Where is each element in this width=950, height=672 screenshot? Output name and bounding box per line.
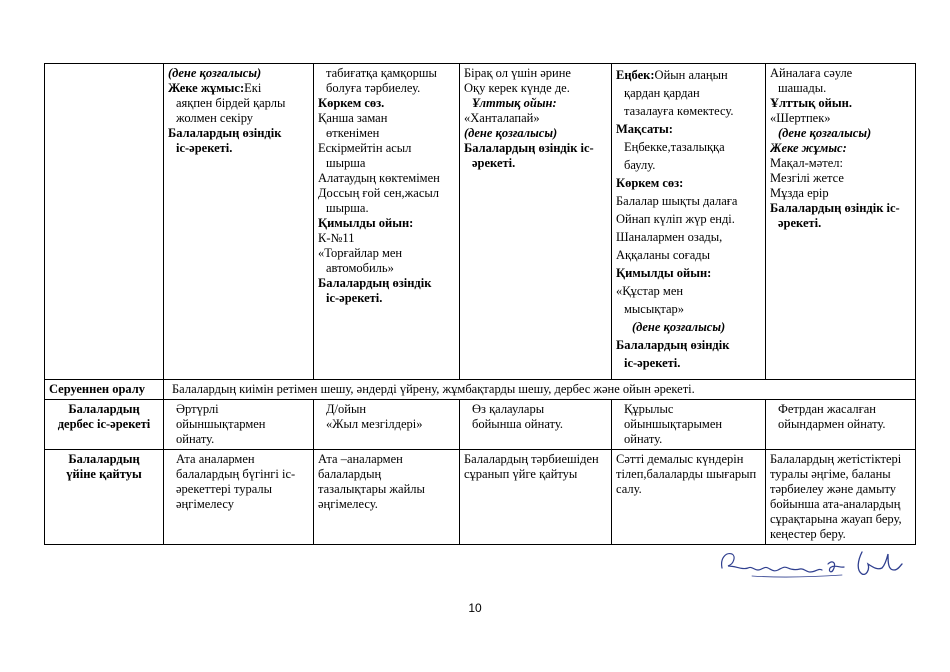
cell-line [318,291,455,306]
cell-line [770,111,911,126]
table-row [45,64,916,380]
cell-line-text: Көркем сөз: [616,176,684,190]
merged-text: Балалардың киімін ретімен шешу, әндерді үйрену, жұмбақтарды шешу, дербес және ойын әрекеті. [172,382,695,396]
cell-line [168,66,309,81]
cell-line [770,171,911,186]
table-row [45,400,916,450]
cell-line-text: Алатаудың көктемімен [318,171,440,185]
cell-line: әңгімелесу. [318,497,378,511]
cell-line: сұрақтарына жауап беру, [770,512,902,526]
cell-line-text: Ұлттық ойын: [472,96,557,110]
cell-line [318,141,455,156]
cell-line-text: Мұзда ерір [770,186,829,200]
cell-line-text: Жеке жұмыс: [770,141,847,155]
cell-line: тазалықтары жайлы [318,482,425,496]
cell-line [616,102,761,120]
cell-thu [612,64,766,380]
cell-line [318,201,455,216]
cell-tue [314,450,460,545]
merged-cell [164,380,916,400]
cell-line-text: (дене қозғалысы) [632,320,726,334]
cell-line-text: К-№11 [318,231,355,245]
cell-line [616,174,761,192]
cell-line-text: «Шертпек» [770,111,831,125]
cell-line-text: тазалауға көмектесу. [624,104,734,118]
cell-line [318,261,455,276]
cell-line [318,66,455,81]
cell-line-text: «Торғайлар мен [318,246,403,260]
cell-line [318,111,455,126]
cell-line: ойыншықтарымен [624,417,723,431]
table-row [45,450,916,545]
cell-line-text: Ойнап күліп жүр енді. [616,212,735,226]
cell-line: Сәтті демалыс күндерін [616,452,744,466]
cell-line [464,156,607,171]
signature [712,540,912,590]
cell-line [616,228,761,246]
cell-line-text: табиғатқа қамқоршы [326,66,437,80]
cell-line [318,186,455,201]
cell-line: тәрбиелеу және дамыту [770,482,897,496]
cell-line [168,96,309,111]
cell-line-text: Қанша заман [318,111,388,125]
row-label: Серуеннен оралу [45,380,164,400]
cell-line-text: іс-әрекеті. [624,356,681,370]
cell-line-text: Балалардың өзіндік іс- [464,141,594,155]
cell-line-text: Балалардың өзіндік іс- [770,201,900,215]
cell-line: сұранып үйге қайтуы [464,467,578,481]
cell-line: Өз қалаулары [472,402,545,416]
cell-line: Ата аналармен [176,452,255,466]
cell-line [616,336,761,354]
cell-line-text: Еңбекке,тазалыққа [624,140,725,154]
cell-line [318,171,455,186]
cell-line [464,141,607,156]
cell-line: Балалардың тәрбиешіден [464,452,599,466]
cell-line: ойыншықтармен [176,417,266,431]
cell-line [318,216,455,231]
cell-line [616,120,761,138]
cell-thu [612,400,766,450]
cell-line-text: Бірақ ол үшін әрине [464,66,571,80]
cell-line-text: (дене қозғалысы) [168,66,262,80]
cell-line [770,201,911,216]
cell-line [616,300,761,318]
cell-line: балалардың бүгінгі іс- [176,467,296,481]
cell-line [168,126,309,141]
cell-line-text: Балалардың өзіндік [168,126,282,140]
cell-line-text: Балалардың өзіндік [318,276,432,290]
cell-line-text: баулу. [624,158,656,172]
cell-line [616,246,761,264]
cell-line [168,81,309,96]
cell-line-text: жолмен секіру [176,111,254,125]
cell-line: «Жыл мезгілдері» [326,417,423,431]
cell-line [616,84,761,102]
cell-line-text: Балалар шықты далаға [616,194,738,208]
cell-wed [460,64,612,380]
page-number: 10 [468,601,482,615]
cell-line: туралы әңгіме, баланы [770,467,891,481]
row-label [45,450,164,545]
cell-line: дербес іс-әрекеті [57,417,151,431]
cell-line [770,81,911,96]
cell-mon [164,400,314,450]
cell-line [318,231,455,246]
cell-line-text: Шаналармен озады, [616,230,723,244]
cell-line-text: шырша. [326,201,369,215]
cell-line: кеңестер беру. [770,527,846,541]
cell-line: бойынша ата-аналардың [770,497,901,511]
cell-line: Ата –аналармен [318,452,403,466]
cell-line [318,81,455,96]
cell-mon [164,64,314,380]
cell-line-text: әрекеті. [778,216,822,230]
row-label-cell [45,64,164,380]
cell-line: Балалардың [68,402,140,416]
cell-line: Фетрдан жасалған [778,402,876,416]
cell-line-text: Айналаға сәуле [770,66,853,80]
cell-wed [460,450,612,545]
cell-line [770,66,911,81]
cell-tue [314,64,460,380]
cell-wed [460,400,612,450]
cell-line-text: іс-әрекеті. [176,141,233,155]
cell-line: үйіне қайтуы [66,467,142,481]
cell-line-text: Ұлттық ойын. [770,96,852,110]
cell-line: ойнату. [176,432,215,446]
cell-line-text: шырша [326,156,366,170]
cell-line [318,246,455,261]
cell-line: балалардың [318,467,382,481]
cell-line: бойынша ойнату. [472,417,563,431]
cell-line [770,126,911,141]
cell-line [464,111,607,126]
cell-line [770,216,911,231]
cell-line [464,66,607,81]
cell-line [616,156,761,174]
cell-line-tail: Ойын алаңын [654,68,728,82]
cell-line-text: Ескірмейтін асыл [318,141,412,155]
cell-line [616,354,761,372]
cell-line-text: Доссың ғой сен,жасыл [318,186,440,200]
cell-line [616,138,761,156]
cell-line [616,264,761,282]
cell-line [770,156,911,171]
cell-line-text: Қимылды ойын: [616,266,712,280]
cell-line [318,156,455,171]
cell-fri [766,400,916,450]
cell-line: Д/ойын [326,402,367,416]
cell-tue [314,400,460,450]
cell-line-text: Көркем сөз. [318,96,385,110]
cell-line-text: шашады. [778,81,827,95]
cell-line [616,210,761,228]
cell-line-text: мысықтар» [624,302,684,316]
cell-line [616,282,761,300]
cell-line [464,96,607,111]
table-row [45,380,916,400]
cell-line-text: Мақсаты: [616,122,673,136]
cell-line-tail: Екі [244,81,262,95]
cell-line [770,141,911,156]
cell-line-text: Жеке жұмыс: [168,81,245,95]
cell-line-text: автомобиль» [326,261,394,275]
cell-line [616,318,761,336]
cell-line [464,126,607,141]
cell-line [318,96,455,111]
cell-line: салу. [616,482,642,496]
cell-line: Балалардың [68,452,140,466]
cell-line: Құрылыс [624,402,674,416]
cell-line [168,111,309,126]
cell-line-text: Қимылды ойын: [318,216,414,230]
cell-fri [766,64,916,380]
cell-line-text: (дене қозғалысы) [464,126,558,140]
cell-line [770,186,911,201]
cell-thu [612,450,766,545]
cell-line-text: іс-әрекеті. [326,291,383,305]
cell-mon [164,450,314,545]
cell-line-text: Еңбек: [616,68,655,82]
cell-line: әңгімелесу [176,497,235,511]
cell-line [168,141,309,156]
cell-line-text: «Ханталапай» [464,111,540,125]
cell-line [318,126,455,141]
cell-line: Балалардың жетістіктері [770,452,902,466]
cell-line: Әртүрлі [176,402,219,416]
cell-line [464,81,607,96]
cell-line-text: Балалардың өзіндік [616,338,730,352]
cell-line-text: (дене қозғалысы) [778,126,872,140]
cell-line-text: Оқу керек күнде де. [464,81,570,95]
schedule-table [44,63,916,545]
cell-line-text: аяқпен бірдей қарлы [176,96,286,110]
cell-line: әрекеттері туралы [176,482,273,496]
cell-line-text: өткенімен [326,126,380,140]
cell-line [616,66,761,84]
cell-fri [766,450,916,545]
cell-line-text: әрекеті. [472,156,516,170]
cell-line-text: болуға тәрбиелеу. [326,81,421,95]
cell-line [770,96,911,111]
cell-line [318,276,455,291]
cell-line-text: «Құстар мен [616,284,684,298]
row-label [45,400,164,450]
cell-line-text: Мезгілі жетсе [770,171,844,185]
cell-line: тілеп,балаларды шығарып [616,467,757,481]
cell-line-text: Аққаланы соғады [616,248,711,262]
cell-line: ойындармен ойнату. [778,417,886,431]
cell-line [616,192,761,210]
cell-line-text: қардан қардан [624,86,700,100]
cell-line-text: Мақал-мәтел: [770,156,843,170]
cell-line: ойнату. [624,432,663,446]
